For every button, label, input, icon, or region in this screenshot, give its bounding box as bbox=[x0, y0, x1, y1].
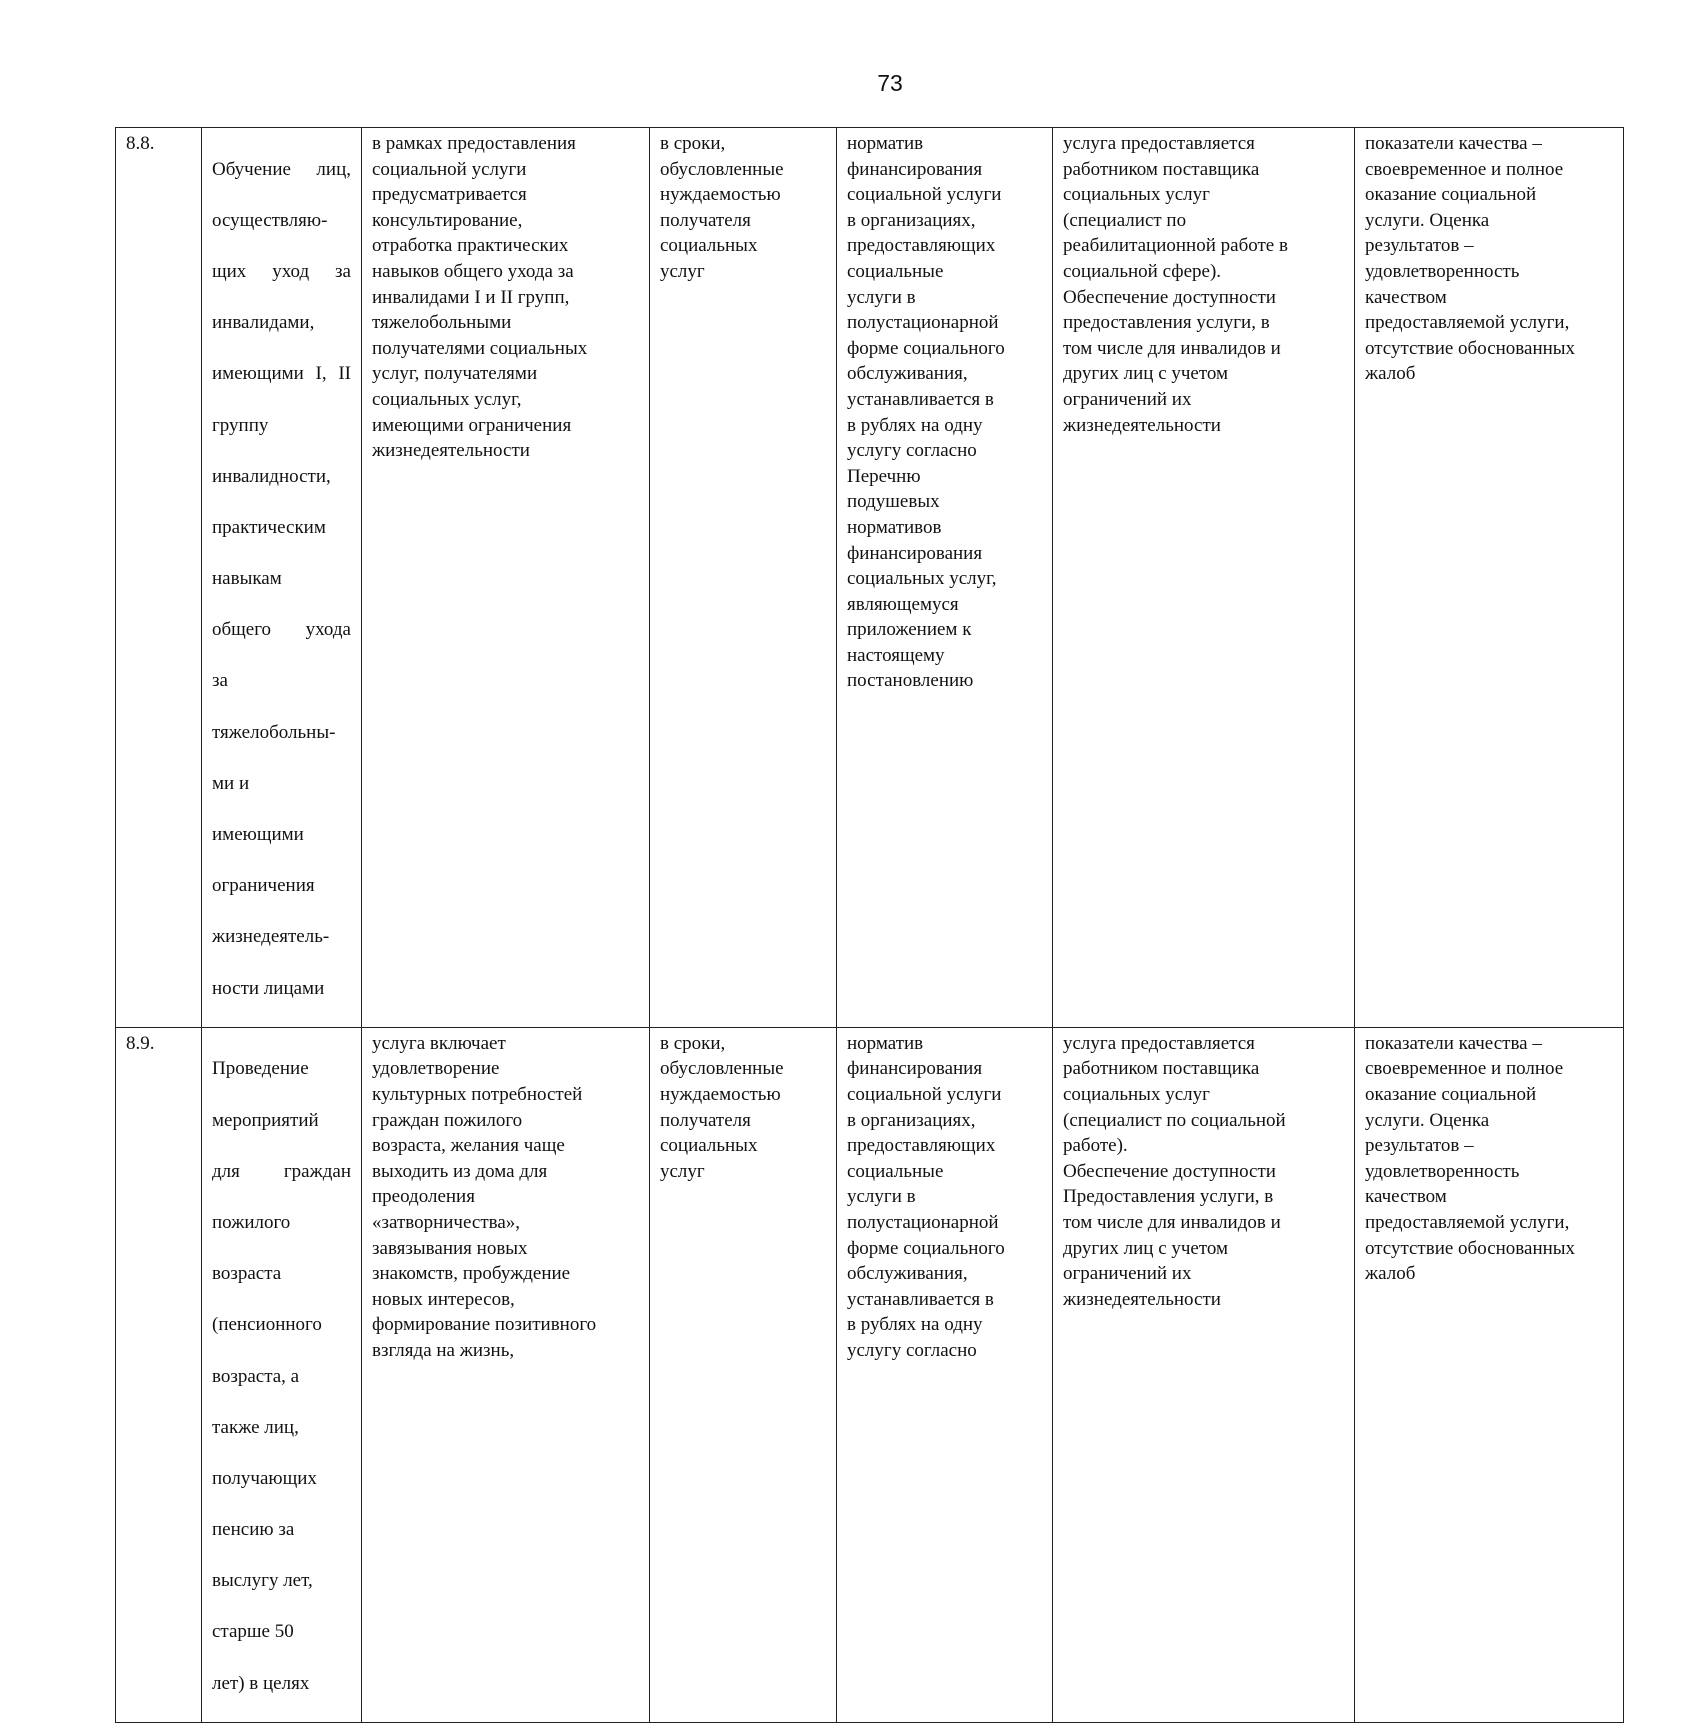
table-row bbox=[116, 1027, 1624, 1722]
service-description: в рамках предоставления социальной услуги предусматривается консультирование, отработка практических навыков общего ухода за инвалидами I и II групп, тяжелобольными получателями социальных услуг, получателями социальных услуг, имеющими ограничения жизнедеятельности bbox=[362, 128, 650, 1028]
service-name-line: для граждан bbox=[212, 1160, 351, 1182]
service-quality: показатели качества – своевременное и полное оказание социальной услуги. Оценка результатов – удовлетворенность качеством предоставляемой услуги, отсутствие обоснованных жалоб bbox=[1355, 128, 1624, 1028]
service-norm: норматив финансирования социальной услуги в организациях, предоставляющих социальные услуги в полустационарной форме социального обслуживания, устанавливается в в рублях на одну услугу согласно Перечню подушевых нормативов финансирования социальных услуг, являющемуся приложением к настоящему постановлению bbox=[837, 128, 1053, 1028]
service-name-line: старше 50 bbox=[212, 1621, 294, 1643]
service-conditions: услуга предоставляется работником поставщика социальных услуг (специалист по социальной работе). Обеспечение доступности Предоставления услуги, в том числе для инвалидов и других лиц с учетом ограничений их жизнедеятельности bbox=[1053, 1027, 1355, 1722]
service-name bbox=[202, 128, 362, 1028]
service-number: 8.8. bbox=[116, 128, 202, 1028]
service-conditions: услуга предоставляется работником поставщика социальных услуг (специалист по реабилитационной работе в социальной сфере). Обеспечение доступности предоставления услуги, в том числе для инвалидов и других лиц с учетом ограничений их жизнедеятельности bbox=[1053, 128, 1355, 1028]
service-norm: норматив финансирования социальной услуги в организациях, предоставляющих социальные услуги в полустационарной форме социального обслуживания, устанавливается в в рублях на одну услугу согласно bbox=[837, 1027, 1053, 1722]
service-name-line: щих уход за bbox=[212, 260, 351, 282]
service-name-line: выслугу лет, bbox=[212, 1570, 313, 1592]
service-name-line: (пенсионного bbox=[212, 1314, 322, 1336]
service-timing: в сроки, обусловленные нуждаемостью получателя социальных услуг bbox=[650, 128, 837, 1028]
service-name-line: инвалидности, bbox=[212, 465, 331, 487]
service-name-line: имеющими bbox=[212, 824, 304, 846]
service-name-line: группу bbox=[212, 414, 269, 436]
services-table bbox=[115, 127, 1624, 1723]
service-name-line: возраста, а bbox=[212, 1365, 300, 1387]
service-name-line: Обучение лиц, bbox=[212, 158, 351, 180]
service-name-line: ности лицами bbox=[212, 977, 325, 999]
service-name-line: лет) в целях bbox=[212, 1672, 310, 1694]
service-name-line: осуществляю- bbox=[212, 209, 328, 231]
service-name-line: имеющими I, II bbox=[212, 363, 351, 385]
service-name-line: мероприятий bbox=[212, 1109, 319, 1131]
service-name-line: возраста bbox=[212, 1263, 282, 1285]
service-name-line: также лиц, bbox=[212, 1416, 299, 1438]
service-name bbox=[202, 1027, 362, 1722]
service-name-line: Проведение bbox=[212, 1058, 309, 1080]
table-row bbox=[116, 128, 1624, 1028]
service-name-line: навыкам bbox=[212, 568, 282, 590]
service-description: услуга включает удовлетворение культурных потребностей граждан пожилого возраста, желания чаще выходить из дома для преодоления «затворничества», завязывания новых знакомств, пробуждение новых интересов, формирование позитивного взгляда на жизнь, bbox=[362, 1027, 650, 1722]
service-name-line: пожилого bbox=[212, 1211, 291, 1233]
service-name-line: жизнедеятель- bbox=[212, 926, 330, 948]
service-name-line: получающих bbox=[212, 1467, 317, 1489]
service-name-line: ограничения bbox=[212, 875, 315, 897]
service-name-line: за bbox=[212, 670, 228, 692]
service-name-line: практическим bbox=[212, 516, 326, 538]
service-name-line: пенсию за bbox=[212, 1519, 295, 1541]
service-number: 8.9. bbox=[116, 1027, 202, 1722]
service-timing: в сроки, обусловленные нуждаемостью получателя социальных услуг bbox=[650, 1027, 837, 1722]
service-name-line: ми и bbox=[212, 772, 250, 794]
service-name-line: общего ухода bbox=[212, 619, 351, 641]
service-name-line: инвалидами, bbox=[212, 312, 315, 334]
page-number: 73 bbox=[877, 70, 903, 96]
service-name-line: тяжелобольны- bbox=[212, 721, 336, 743]
service-quality: показатели качества – своевременное и полное оказание социальной услуги. Оценка результатов – удовлетворенность качеством предоставляемой услуги, отсутствие обоснованных жалоб bbox=[1355, 1027, 1624, 1722]
